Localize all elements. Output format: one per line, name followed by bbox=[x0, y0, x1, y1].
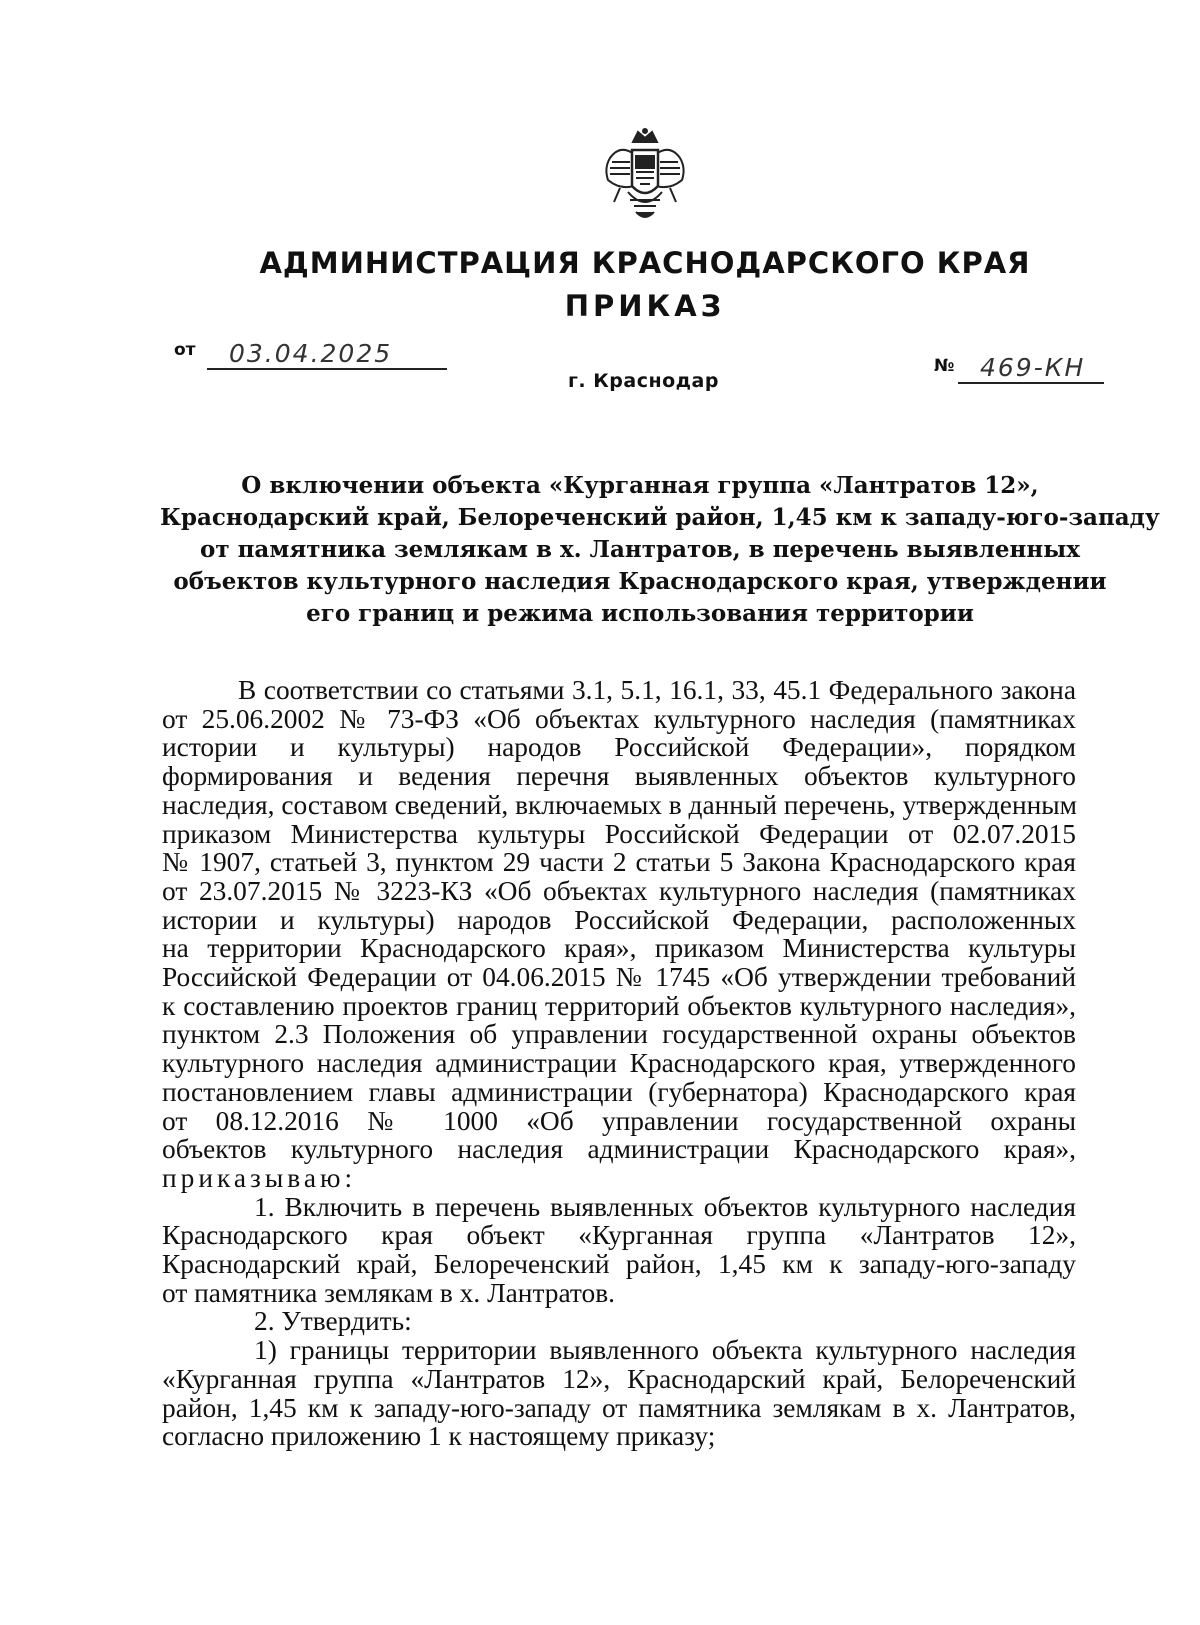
body-line: от 08.12.2016 № 1000 «Об управлении государственной охраны bbox=[162, 1105, 1076, 1136]
number-prefix-label: № bbox=[934, 356, 955, 376]
body-line: Краснодарского края объект «Курганная группа «Лантратов 12», bbox=[162, 1220, 1076, 1251]
date-prefix-label: от bbox=[174, 340, 196, 360]
date-field bbox=[207, 338, 447, 370]
handwritten-date: 03.04.2025 bbox=[229, 339, 393, 368]
body-line: формирования и ведения перечня выявленных объектов культурного bbox=[162, 761, 1076, 792]
body-line: приказом Министерства культуры Российской Федерации от 02.07.2015 bbox=[162, 818, 1076, 849]
body-line: объектов культурного наследия администрации Краснодарского края», bbox=[162, 1134, 1076, 1165]
organization-title: АДМИНИСТРАЦИЯ КРАСНОДАРСКОГО КРАЯ bbox=[259, 246, 1031, 280]
body-line: к составлению проектов границ территорий объектов культурного наследия», bbox=[162, 990, 1076, 1021]
body-line: истории и культуры) народов Российской Федерации, расположенных bbox=[162, 904, 1076, 935]
number-field bbox=[958, 354, 1104, 384]
body-line: истории и культуры) народов Российской Федерации», порядком bbox=[162, 732, 1076, 763]
body-line: Российской Федерации от 04.06.2015 № 1745 «Об утверждении требований bbox=[162, 962, 1076, 993]
subject-line: его границ и режима использования территории bbox=[306, 600, 974, 627]
handwritten-number: 469-КН bbox=[980, 353, 1086, 382]
body-line: «Курганная группа «Лантратов 12», Краснодарский край, Белореченский bbox=[162, 1363, 1076, 1394]
body-line: наследия, составом сведений, включаемых в данный перечень, утвержденным bbox=[162, 789, 1077, 820]
body-line: В соответствии со статьями 3.1, 5.1, 16.1, 33, 45.1 Федерального закона bbox=[238, 675, 1076, 705]
document-type-title: ПРИКАЗ bbox=[564, 289, 726, 323]
body-line: от 23.07.2015 № 3223-КЗ «Об объектах культурного наследия (памятниках bbox=[162, 875, 1076, 906]
city-label: г. Краснодар bbox=[568, 370, 719, 392]
order-subject-heading bbox=[160, 470, 1160, 630]
body-line: 1. Включить в перечень выявленных объектов культурного наследия bbox=[254, 1191, 1076, 1222]
body-line: 1) границы территории выявленного объекта культурного наследия bbox=[254, 1335, 1076, 1366]
subject-line: О включении объекта «Курганная группа «Лантратов 12», bbox=[241, 472, 1039, 499]
subject-line: Краснодарский край, Белореченский район, 1,45 км к западу-юго-западу bbox=[160, 504, 1160, 531]
body-line: Краснодарский край, Белореченский район, 1,45 км к западу-юго-западу bbox=[162, 1249, 1076, 1280]
subject-line: от памятника землякам в х. Лантратов, в перечень выявленных bbox=[200, 536, 1080, 563]
order-body-text bbox=[162, 676, 1076, 1451]
body-line: № 1907, статьей 3, пунктом 29 части 2 статьи 5 Закона Краснодарского края bbox=[162, 847, 1076, 878]
body-line: 2. Утвердить: bbox=[254, 1306, 412, 1337]
body-line: постановлением главы администрации (губернатора) Краснодарского края bbox=[162, 1076, 1076, 1107]
body-line: от 25.06.2002 № 73-ФЗ «Об объектах культурного наследия (памятниках bbox=[162, 703, 1076, 734]
order-verb-line: приказываю: bbox=[162, 1162, 357, 1193]
body-line: согласно приложению 1 к настоящему приказу; bbox=[162, 1421, 716, 1452]
subject-line: объектов культурного наследия Краснодарского края, утверждении bbox=[173, 568, 1107, 595]
body-line: от памятника землякам в х. Лантратов. bbox=[162, 1277, 615, 1308]
body-line: район, 1,45 км к западу-юго-западу от памятника землякам в х. Лантратов, bbox=[162, 1392, 1076, 1423]
body-line: пунктом 2.3 Положения об управлении государственной охраны объектов bbox=[162, 1019, 1076, 1050]
coat-of-arms-icon bbox=[600, 128, 690, 224]
body-line: на территории Краснодарского края», приказом Министерства культуры bbox=[162, 933, 1076, 964]
body-line: культурного наследия администрации Краснодарского края, утвержденного bbox=[162, 1048, 1076, 1079]
